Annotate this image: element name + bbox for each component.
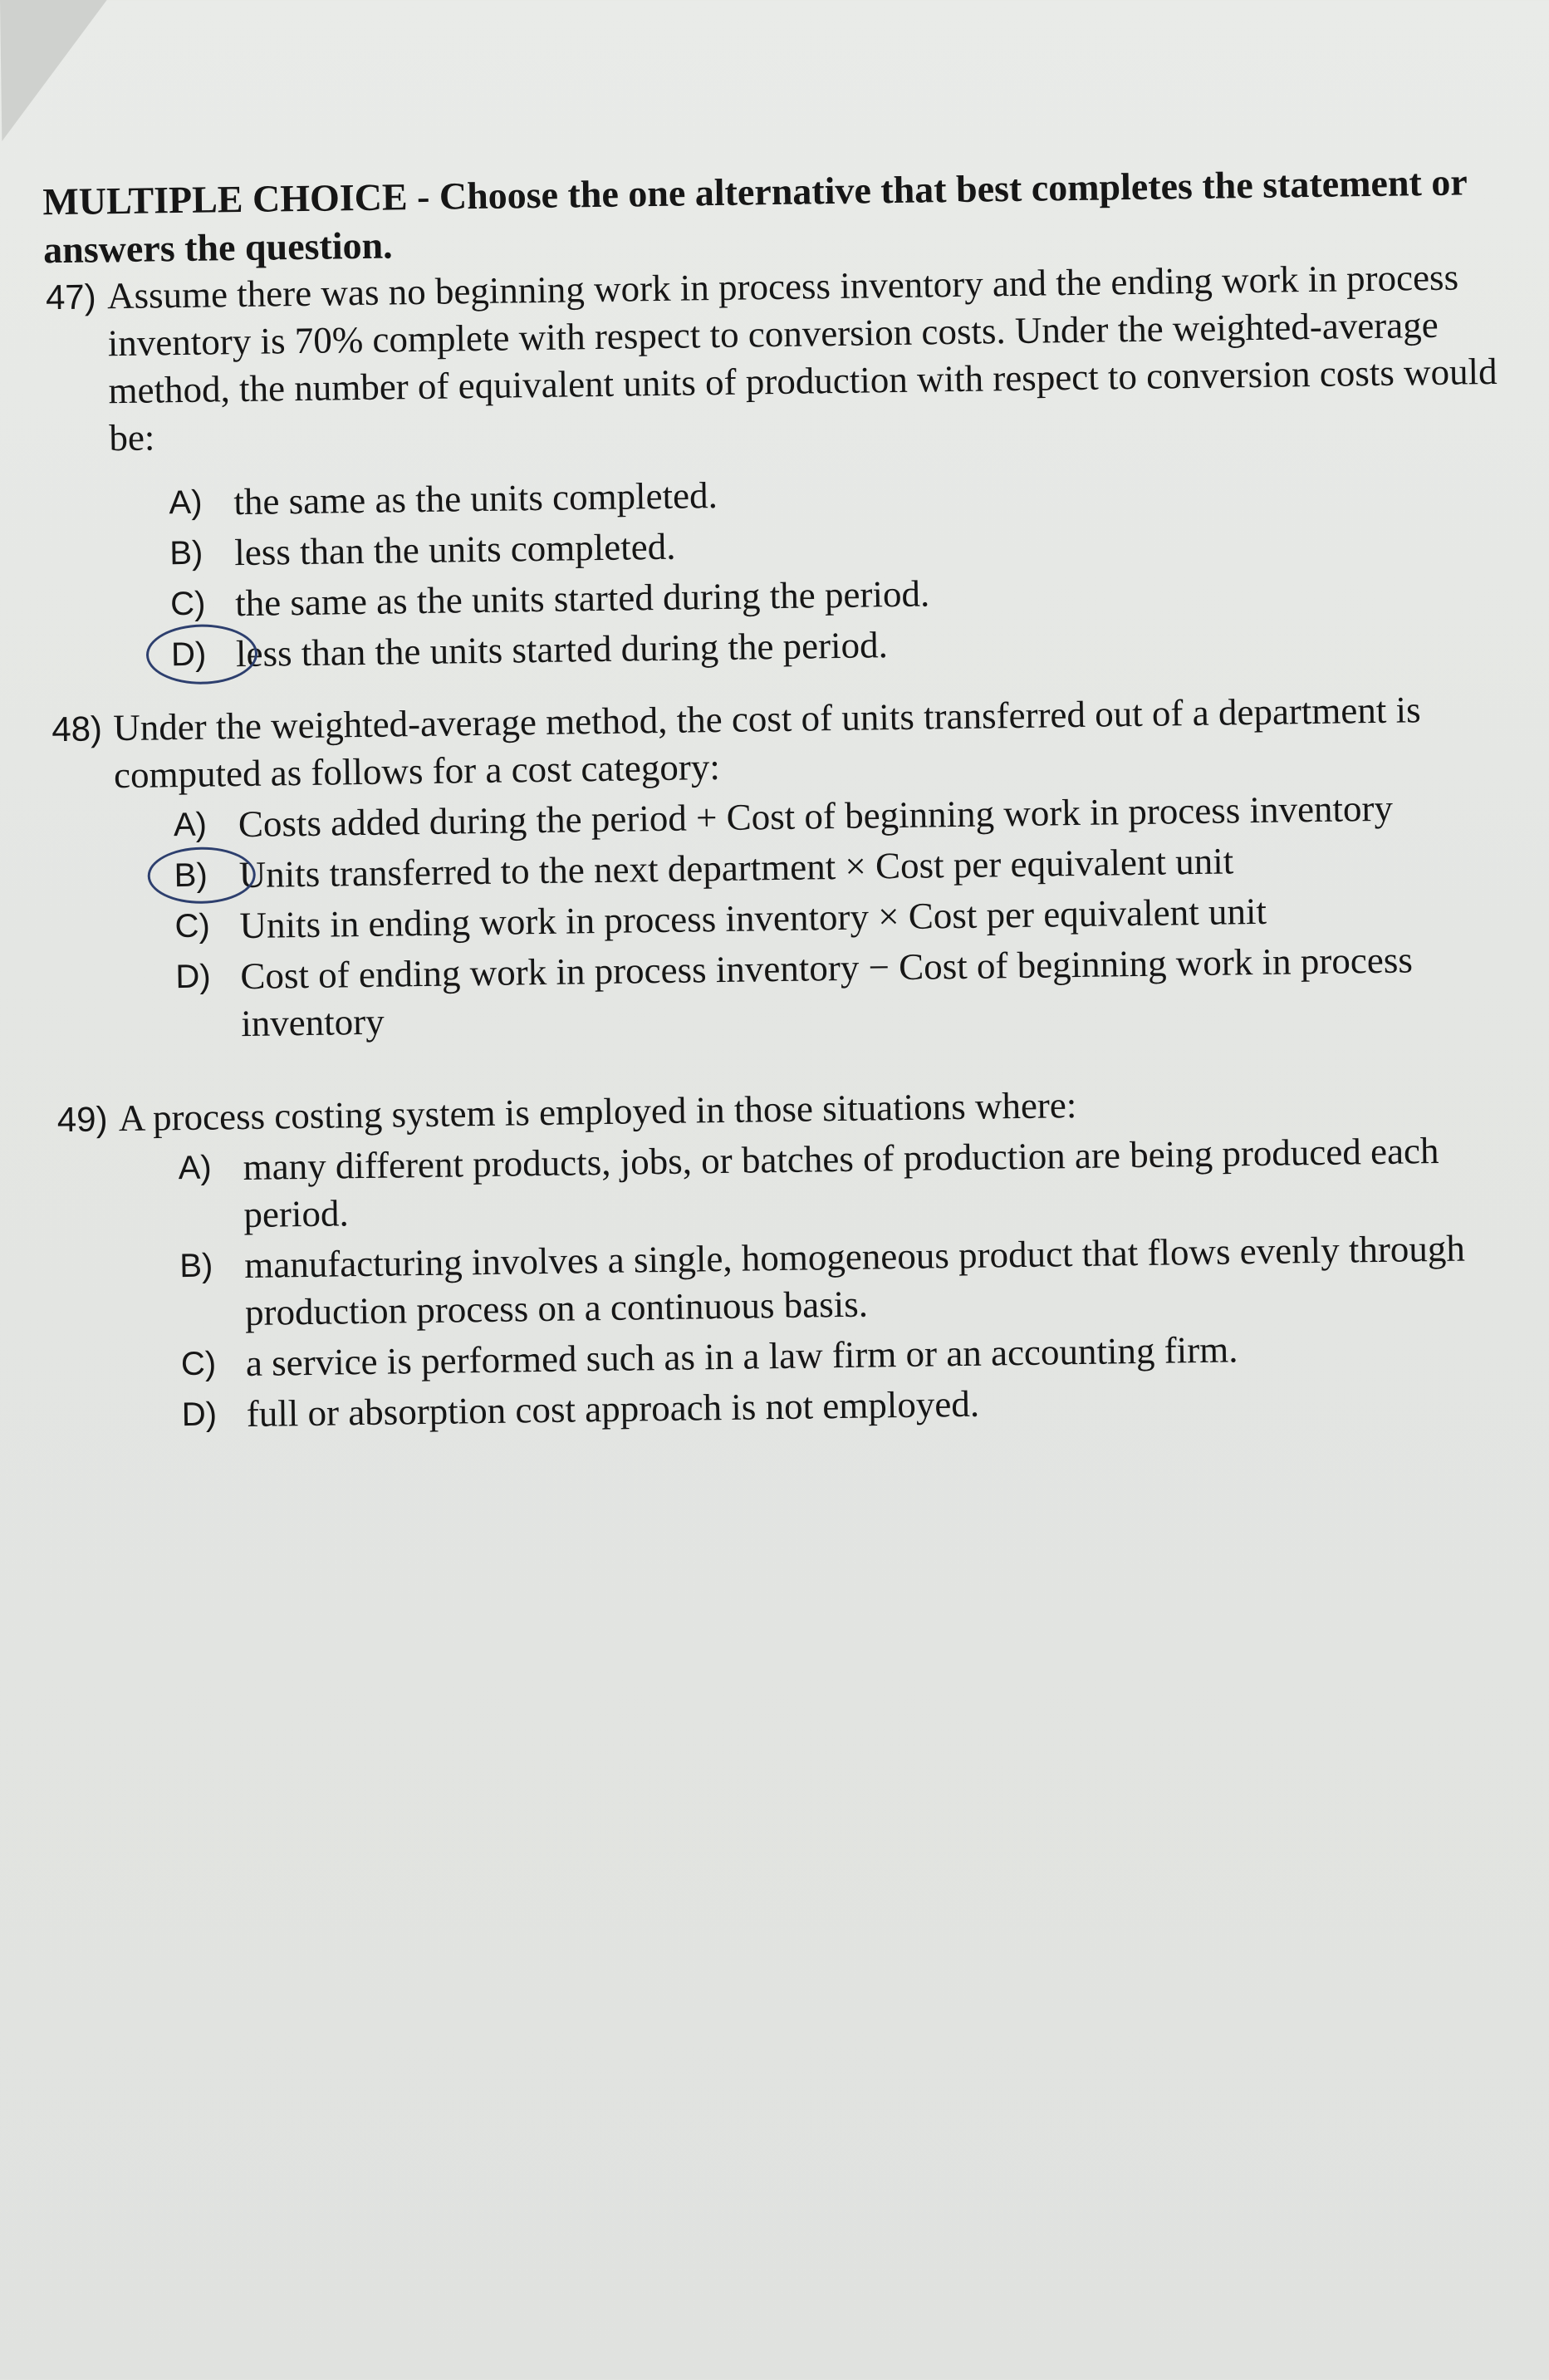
question-48 xyxy=(51,685,1549,1050)
option-text: a service is performed such as in a law firm or an accounting firm. xyxy=(245,1328,1238,1385)
option-letter: A) xyxy=(178,1149,212,1187)
option-letter: C) xyxy=(180,1345,217,1383)
question-text: A process costing system is employed in those situations where: xyxy=(118,1084,1077,1140)
option-text: the same as the units started during the period. xyxy=(234,572,930,625)
option-text: less than the units completed. xyxy=(233,525,676,574)
option-letter: B) xyxy=(179,1247,213,1285)
option-text: Costs added during the period + Cost of beginning work in process inventory xyxy=(238,787,1394,846)
option-text: manufacturing involves a single, homogeneous product that flows evenly through production process on a continuous basis. xyxy=(243,1227,1466,1334)
question-text: Assume there was no beginning work in process inventory and the ending work in process inventory is 70% complete with respect to conversion costs. Under the weighted-average method, the number of equivalent units of production with respect to conversion costs would be: xyxy=(106,256,1498,459)
option-text: full or absorption cost approach is not employed. xyxy=(246,1382,980,1435)
folded-corner xyxy=(0,0,110,141)
question-47 xyxy=(46,253,1547,680)
option-letter: D) xyxy=(175,958,211,996)
option-letter: D) xyxy=(181,1396,218,1434)
option-text: many different products, jobs, or batches of production are being produced each period. xyxy=(243,1129,1439,1236)
option-text: Units in ending work in process inventory × Cost per equivalent unit xyxy=(239,890,1267,947)
option-letter: C) xyxy=(174,907,211,945)
question-text: Under the weighted-average method, the cost of units transferred out of a department is computed as follows for a cost category: xyxy=(112,689,1421,797)
option-text: less than the units started during the period. xyxy=(235,624,889,675)
option-text: Units transferred to the next department × Cost per equivalent unit xyxy=(238,840,1234,896)
question-number: 48) xyxy=(51,709,103,749)
option-letter: A) xyxy=(173,806,208,844)
question-number: 49) xyxy=(56,1099,108,1140)
option-letter: A) xyxy=(169,483,203,522)
option-a[interactable] xyxy=(178,1126,1549,1239)
option-b[interactable] xyxy=(179,1224,1549,1337)
option-letter: C) xyxy=(169,585,206,623)
option-letter: D) xyxy=(170,635,207,674)
option-letter: B) xyxy=(174,856,208,895)
option-text: Cost of ending work in process inventory − Cost of beginning work in process inventory xyxy=(240,939,1414,1045)
option-letter: B) xyxy=(169,534,203,572)
question-49 xyxy=(56,1075,1549,1440)
section-heading: MULTIPLE CHOICE - Choose the one alternative that best completes the statement or answers the question. xyxy=(42,160,1468,272)
option-d[interactable] xyxy=(175,935,1549,1048)
question-number: 47) xyxy=(45,277,97,317)
option-text: the same as the units completed. xyxy=(233,474,718,523)
